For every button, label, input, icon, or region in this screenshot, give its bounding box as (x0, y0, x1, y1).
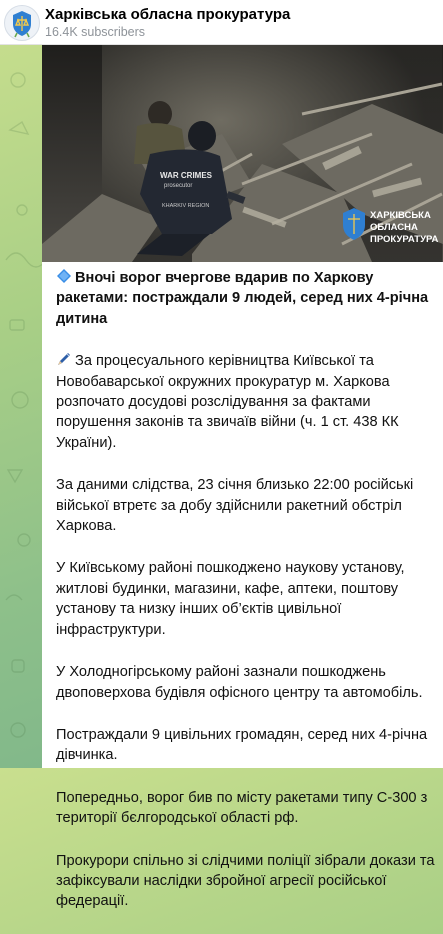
vest-text-line3: KHARKIV REGION (162, 203, 210, 209)
vest-text-line1: WAR CRIMES (160, 171, 212, 180)
post-paragraph: За даними слідства, 23 січня близько 22:00 російські війської втретє за добу здійснили ракетний обстріл Харкова. (56, 477, 414, 535)
watermark-line1: ХАРКІВСЬКА (370, 210, 431, 221)
prosecutor-emblem-icon (5, 6, 39, 40)
post-paragraph: Постраждали 9 цивільних громадян, серед них 4-річна дівчинка. (56, 726, 428, 764)
watermark-line2: ОБЛАСНА (370, 222, 418, 233)
blue-diamond-icon (56, 268, 72, 284)
vest-text-line2: prosecutor (164, 183, 193, 189)
headline-text: Вночі ворог вчергове вдарив по Харкову ракетами: постраждали 9 людей, серед них 4-річна дитина (56, 270, 429, 327)
message-bubble (42, 44, 443, 910)
channel-header[interactable] (0, 0, 443, 45)
pen-icon (56, 351, 72, 367)
post-paragraph: У Київському районі пошкоджено наукову установу, житлові будинки, магазини, кафе, аптеки, поштову установу та низку інших об’єктів цивільної інфраструктури. (56, 560, 405, 638)
post-text (56, 268, 438, 934)
channel-avatar[interactable] (4, 5, 40, 41)
post-paragraph: Попередньо, ворог бив по місту ракетами типу С-300 з території бєлгородської області рф. (56, 789, 428, 827)
watermark-line3: ПРОКУРАТУРА (370, 234, 439, 245)
subscriber-count: 16.4K subscribers (45, 25, 146, 39)
post-paragraph: У Холодногірському районі зазнали пошкоджень двоповерхова будівля офісного центру та автомобіль. (56, 664, 423, 701)
channel-title[interactable]: Харківська обласна прокуратура (45, 6, 291, 23)
post-photo[interactable] (42, 44, 443, 262)
post-headline (56, 268, 438, 329)
post-paragraph: Прокурори спільно зі слідчими поліції зібрали докази та зафіксували наслідки збройної агресії російської федерації. (56, 852, 435, 910)
post-paragraph: За процесуального керівництва Київської та Новобаварської окружних прокуратур м. Харкова розпочато досудові розслідування за фактами порушення законів та звичаїв війни (ч. 1 ст. 438 КК України). (56, 353, 399, 451)
